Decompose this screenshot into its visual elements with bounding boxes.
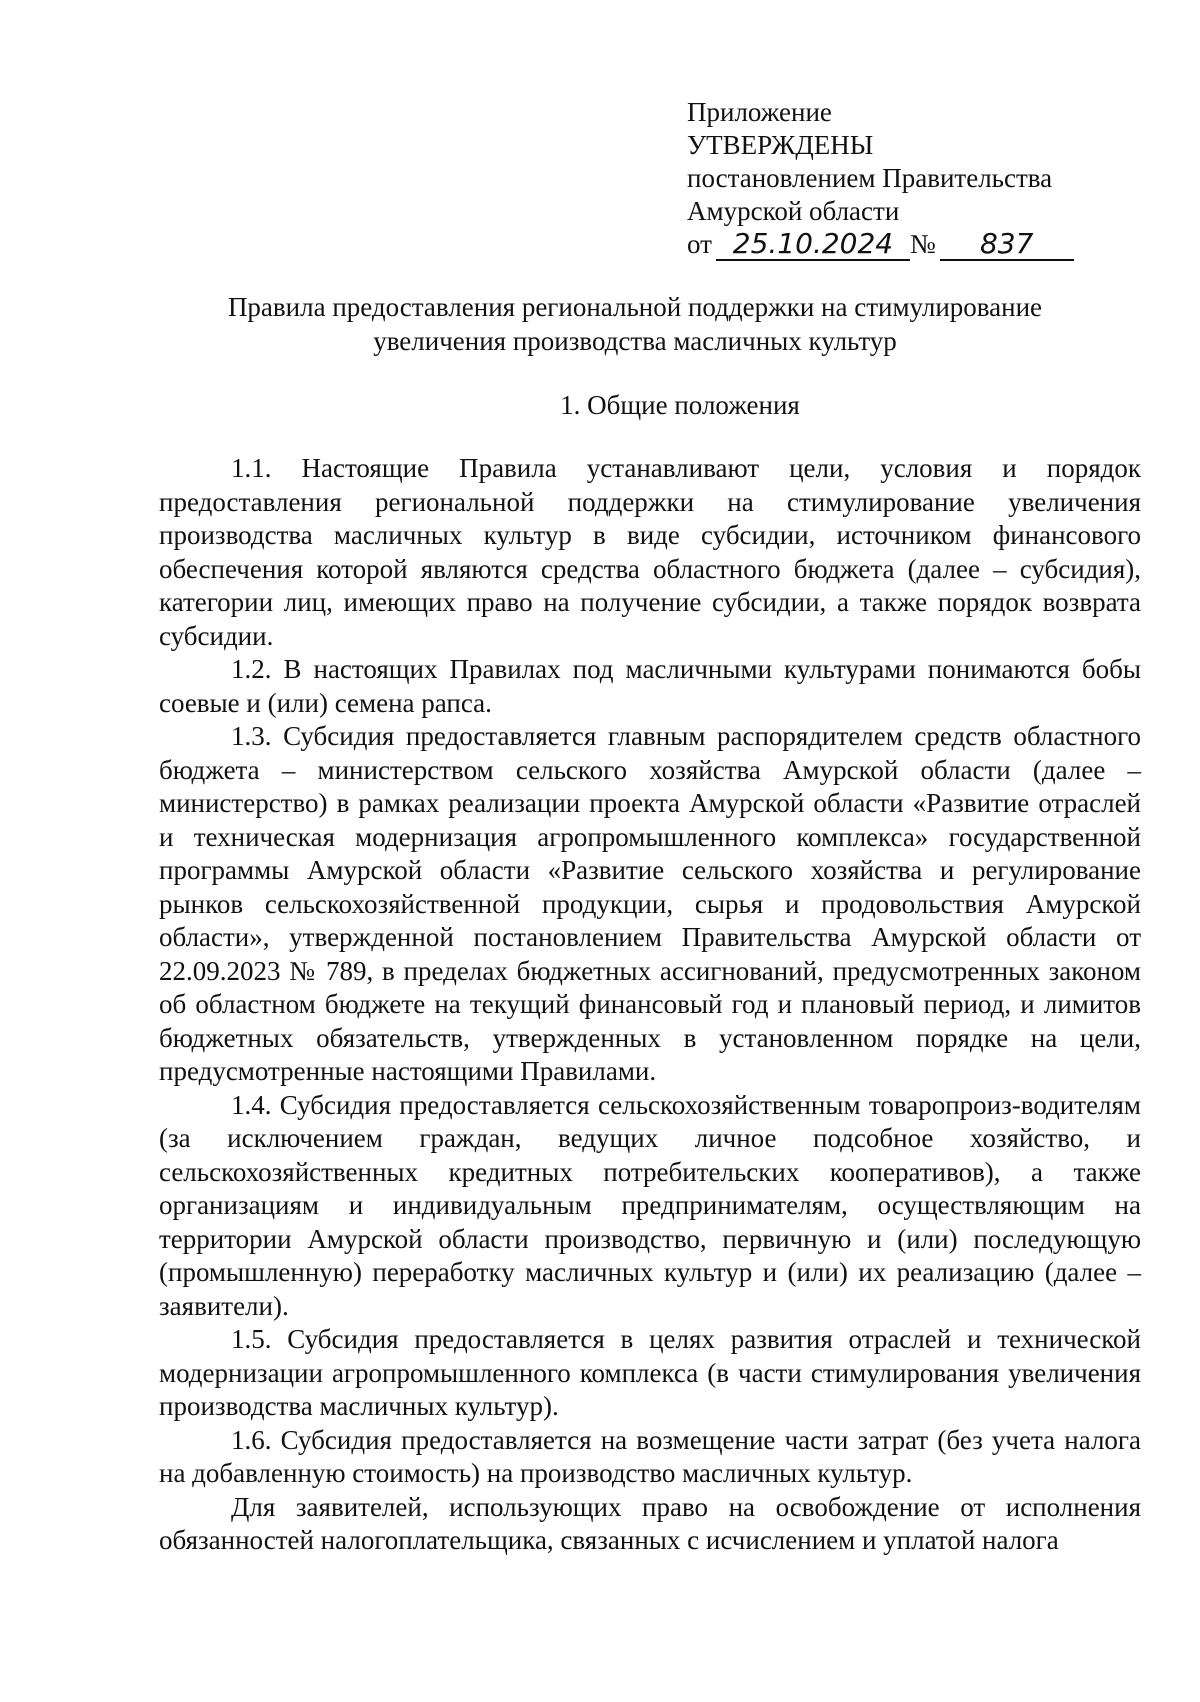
- paragraph-1-4: 1.4. Субсидия предоставляется сельскохозяйственным товаропроиз-водителям (за исключением граждан, ведущих личное подсобное хозяйство, и сельскохозяйственных кредитных потребительских кооперативов), а также организациям и индивидуальным предпринимателям, осуществляющим на территории Амурской области производство, первичную и (или) последующую (промышленную) переработку масличных культур и (или) их реализацию (далее – заявители).: [159, 1089, 1141, 1321]
- paragraph-1-1: 1.1. Настоящие Правила устанавливают цели, условия и порядок предоставления региональной поддержки на стимулирование увеличения производства масличных культур в виде субсидии, источником финансового обеспечения которой являются средства областного бюджета (далее – субсидия), категории лиц, имеющих право на получение субсидии, а также порядок возврата субсидии.: [159, 453, 1141, 651]
- paragraph-1-5: 1.5. Субсидия предоставляется в целях развития отраслей и технической модернизации агропромышленного комплекса (в части стимулирования увеличения производства масличных культур).: [159, 1324, 1141, 1421]
- approval-region-label: Амурской области: [687, 196, 900, 226]
- date-prefix: от: [687, 229, 712, 259]
- handwritten-date: 25.10.2024: [716, 229, 910, 261]
- paragraph-1-6: 1.6. Субсидия предоставляется на возмещение части затрат (без учета налога на добавленную стоимость) на производство масличных культур.: [159, 1424, 1141, 1488]
- approval-resolution-label: постановлением Правительства: [687, 163, 1053, 193]
- number-prefix: №: [909, 229, 936, 259]
- approval-annex-label: Приложение: [687, 97, 832, 127]
- approval-block: [687, 96, 1074, 261]
- document-title-line-2: увеличения производства масличных культур: [373, 326, 897, 356]
- section-heading: 1. Общие положения: [560, 390, 800, 420]
- approval-date-number-line: [687, 228, 1074, 261]
- handwritten-number: 837: [940, 229, 1074, 261]
- paragraph-1-2: 1.2. В настоящих Правилах под масличными культурами понимаются бобы соевые и (или) семена рапса.: [159, 654, 1141, 718]
- paragraph-1-3: 1.3. Субсидия предоставляется главным распорядителем средств областного бюджета – министерством сельского хозяйства Амурской области (далее – министерство) в рамках реализации проекта Амурской области «Развитие отраслей и техническая модернизация агропромышленного комплекса» государственной программы Амурской области «Развитие сельского хозяйства и регулирование рынков сельскохозяйственной продукции, сырья и продовольствия Амурской области», утвержденной постановлением Правительства Амурской области от 22.09.2023 № 789, в пределах бюджетных ассигнований, предусмотренных законом об областном бюджете на текущий финансовый год и плановый период, и лимитов бюджетных обязательств, утвержденных в установленном порядке на цели, предусмотренные настоящими Правилами.: [159, 721, 1141, 1086]
- approval-approved-label: УТВЕРЖДЕНЫ: [687, 130, 874, 160]
- document-title: [150, 290, 1120, 358]
- paragraph-continuation: Для заявителей, использующих право на освобождение от исполнения обязанностей налогоплательщика, связанных с исчислением и уплатой налога: [159, 1491, 1141, 1555]
- document-title-line-1: Правила предоставления региональной поддержки на стимулирование: [227, 292, 1043, 322]
- document-body: [159, 452, 1141, 1558]
